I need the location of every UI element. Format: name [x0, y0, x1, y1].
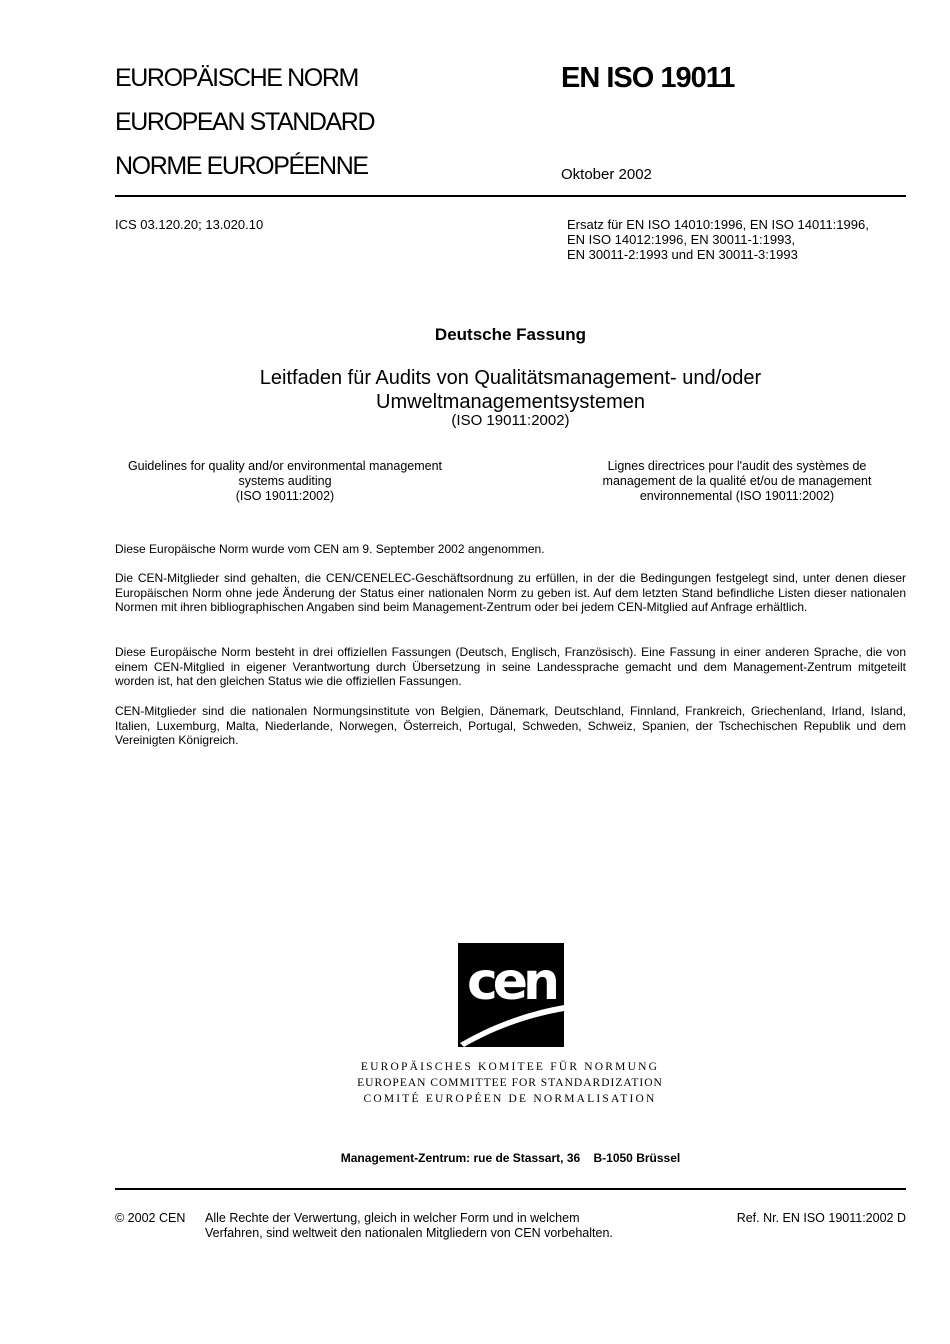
committee-name-de: EUROPÄISCHES KOMITEE FÜR NORMUNG	[360, 1061, 660, 1073]
english-title	[115, 459, 455, 504]
rights-line: Verfahren, sind weltweit den nationalen Mitgliedern von CEN vorbehalten.	[205, 1226, 613, 1240]
committee-name-fr: COMITÉ EUROPÉEN DE NORMALISATION	[363, 1093, 657, 1105]
german-title-line: Umweltmanagementsystemen	[376, 391, 645, 413]
german-title-iso: (ISO 19011:2002)	[451, 412, 570, 429]
rights-notice	[205, 1211, 613, 1241]
replaces-block	[567, 217, 912, 262]
official-versions-paragraph: Diese Europäische Norm besteht in drei offiziellen Fassungen (Deutsch, Englisch, Französisch). Eine Fassung in einer anderen Sprache, die von einem CEN-Mitglied in eigener Verantwortung durch Übersetzung in seine Landessprache gemacht und dem Management-Zentrum mitgeteilt worden ist, hat den gleichen Status wie die offiziellen Fassungen.	[115, 645, 906, 689]
norm-title-en: EUROPEAN STANDARD	[115, 108, 375, 136]
members-obligation-paragraph: Die CEN-Mitglieder sind gehalten, die CEN/CENELEC-Geschäftsordnung zu erfüllen, in der die Bedingungen festgelegt sind, unter denen dieser Europäischen Norm ohne jede Änderung der Status einer nationalen Norm zu geben ist. Auf dem letzten Stand befindliche Listen dieser nationalen Normen mit ihren bibliographischen Angaben sind beim Management-Zentrum oder bei jedem CEN-Mitglied auf Anfrage erhältlich.	[115, 571, 906, 615]
management-centre-address: Management-Zentrum: rue de Stassart, 36 B-1050 Brüssel	[340, 1151, 681, 1165]
replaces-line: EN 30011-2:1993 und EN 30011-3:1993	[567, 247, 798, 262]
header-divider	[115, 195, 906, 197]
document-date: Oktober 2002	[561, 166, 652, 183]
norm-title-fr: NORME EUROPÉENNE	[115, 152, 368, 180]
german-title	[115, 366, 906, 414]
version-heading: Deutsche Fassung	[434, 325, 587, 344]
replaces-line: Ersatz für EN ISO 14010:1996, EN ISO 14011:1996,	[567, 217, 869, 232]
german-title-line: Leitfaden für Audits von Qualitätsmanagement- und/oder	[259, 367, 762, 389]
committee-name-en: EUROPEAN COMMITTEE FOR STANDARDIZATION	[357, 1077, 663, 1089]
copyright: © 2002 CEN	[115, 1211, 186, 1225]
adoption-paragraph: Diese Europäische Norm wurde vom CEN am 9. September 2002 angenommen.	[115, 542, 545, 556]
french-title-line: Lignes directrices pour l'audit des systèmes de	[607, 459, 867, 473]
cen-logo-text: cen	[466, 952, 556, 1012]
cen-logo	[458, 943, 564, 1047]
document-number: EN ISO 19011	[561, 62, 735, 94]
replaces-line: EN ISO 14012:1996, EN 30011-1:1993,	[567, 232, 796, 247]
english-title-line: Guidelines for quality and/or environmental management	[127, 459, 443, 473]
french-title-line: management de la qualité et/ou de management	[602, 474, 872, 488]
french-title-line: environnemental (ISO 19011:2002)	[639, 489, 835, 503]
french-title	[567, 459, 907, 504]
ics-code: ICS 03.120.20; 13.020.10	[115, 217, 264, 232]
members-list-paragraph: CEN-Mitglieder sind die nationalen Normungsinstitute von Belgien, Dänemark, Deutschland, Finnland, Frankreich, Griechenland, Irland, Island, Italien, Luxemburg, Malta, Niederlande, Norwegen, Österreich, Portugal, Schweden, Schweiz, Spanien, der Tschechischen Republik und dem Vereinigten Königreich.	[115, 704, 906, 748]
reference-number: Ref. Nr. EN ISO 19011:2002 D	[736, 1211, 906, 1225]
english-title-line: systems auditing	[238, 474, 332, 488]
rights-line: Alle Rechte der Verwertung, gleich in welcher Form und in welchem	[205, 1211, 580, 1225]
english-title-line: (ISO 19011:2002)	[235, 489, 335, 503]
norm-title-de: EUROPÄISCHE NORM	[115, 64, 358, 92]
footer-divider	[115, 1188, 906, 1190]
